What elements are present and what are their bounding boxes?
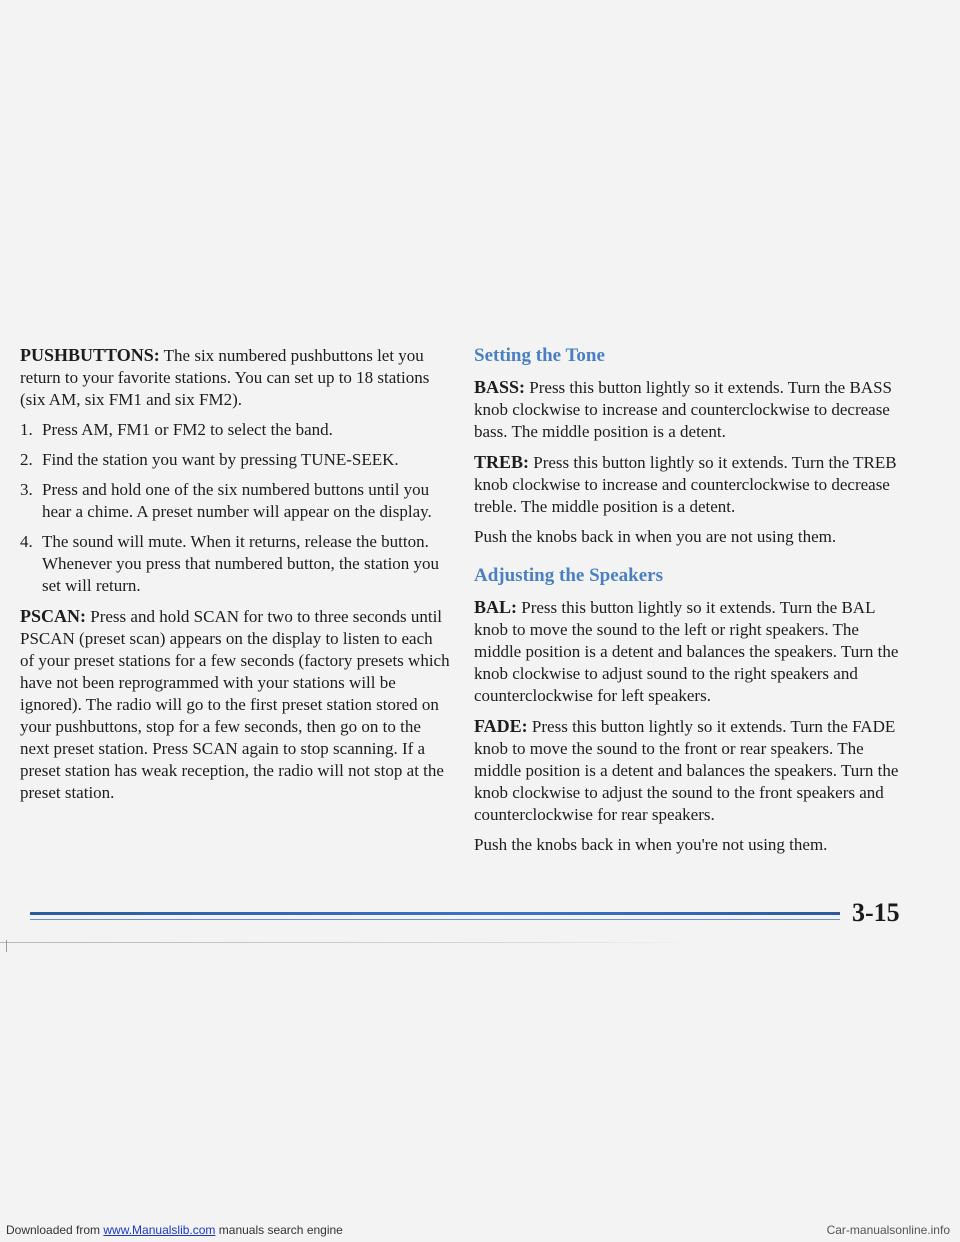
step-text: The sound will mute. When it returns, release the button. Whenever you press that numbered button, the station you set will return.	[42, 532, 440, 595]
footer-source	[6, 1218, 343, 1242]
left-column	[20, 344, 450, 812]
list-item	[20, 479, 450, 523]
rule-thick-line	[30, 912, 840, 915]
pushbuttons-paragraph	[20, 344, 450, 411]
list-item	[20, 419, 450, 441]
step-text: Press AM, FM1 or FM2 to select the band.	[42, 420, 333, 439]
page-rule	[0, 896, 960, 956]
step-number: 1.	[20, 420, 33, 439]
pscan-term: PSCAN:	[20, 606, 86, 626]
footer-watermark: Car-manualsonline.info	[826, 1223, 950, 1237]
speakers-push-knobs-text: Push the knobs back in when you're not using them.	[474, 835, 828, 854]
bass-paragraph	[474, 376, 899, 443]
rule-faint-line	[0, 942, 700, 943]
right-column	[474, 344, 899, 864]
preset-steps-list	[20, 419, 450, 597]
bal-paragraph	[474, 596, 899, 707]
step-text: Find the station you want by pressing TUNE-SEEK.	[42, 450, 399, 469]
footer-bar	[0, 1218, 960, 1242]
treb-term: TREB:	[474, 452, 530, 472]
pscan-paragraph	[20, 605, 450, 804]
pushbuttons-term: PUSHBUTTONS:	[20, 345, 160, 365]
fade-text: Press this button lightly so it extends. Turn the FADE knob to move the sound to the front or rear speakers. The middle position is a detent and balances the speakers. Turn the knob clockwise to adjust the sound to the front speakers and counterclockwise for rear speakers.	[474, 717, 899, 824]
rule-tick-mark	[6, 940, 7, 952]
treb-paragraph	[474, 451, 899, 518]
bal-term: BAL:	[474, 597, 518, 617]
step-number: 2.	[20, 450, 33, 469]
fade-paragraph	[474, 715, 899, 826]
list-item	[20, 449, 450, 471]
bass-text: Press this button lightly so it extends. Turn the BASS knob clockwise to increase and counterclockwise to decrease bass. The middle position is a detent.	[474, 378, 893, 441]
setting-the-tone-heading: Setting the Tone	[474, 345, 605, 366]
bal-text: Press this button lightly so it extends. Turn the BAL knob to move the sound to the left or right speakers. The middle position is a detent and balances the speakers. Turn the knob clockwise to adjust sound to the right speakers and counterclockwise for left speakers.	[474, 598, 899, 705]
treb-text: Press this button lightly so it extends. Turn the TREB knob clockwise to increase and counterclockwise to decrease treble. The middle position is a detent.	[474, 453, 897, 516]
footer-suffix: manuals search engine	[215, 1223, 343, 1237]
rule-thin-line	[30, 919, 840, 920]
list-item	[20, 531, 450, 597]
pushbuttons-text: The six numbered pushbuttons let you return to your favorite stations. You can set up to 18 stations (six AM, six FM1 and six FM2).	[20, 346, 430, 409]
tone-push-knobs-text: Push the knobs back in when you are not using them.	[474, 527, 837, 546]
bass-term: BASS:	[474, 377, 526, 397]
pscan-text: Press and hold SCAN for two to three seconds until PSCAN (preset scan) appears on the display to listen to each of your preset stations for a few seconds (factory presets which have not been reprogrammed with your stations will be ignored). The radio will go to the first preset station stored on your pushbuttons, stop for a few seconds, then go on to the next preset station. Press SCAN again to stop scanning. If a preset station has weak reception, the radio will not stop at the preset station.	[20, 607, 450, 802]
adjusting-the-speakers-heading: Adjusting the Speakers	[474, 565, 663, 586]
step-number: 4.	[20, 532, 33, 551]
footer-prefix: Downloaded from	[6, 1223, 104, 1237]
fade-term: FADE:	[474, 716, 528, 736]
manualslib-link[interactable]: www.Manualslib.com	[103, 1223, 216, 1237]
page-number: 3-15	[852, 898, 900, 927]
step-text: Press and hold one of the six numbered buttons until you hear a chime. A preset number will appear on the display.	[42, 480, 432, 521]
step-number: 3.	[20, 480, 33, 499]
